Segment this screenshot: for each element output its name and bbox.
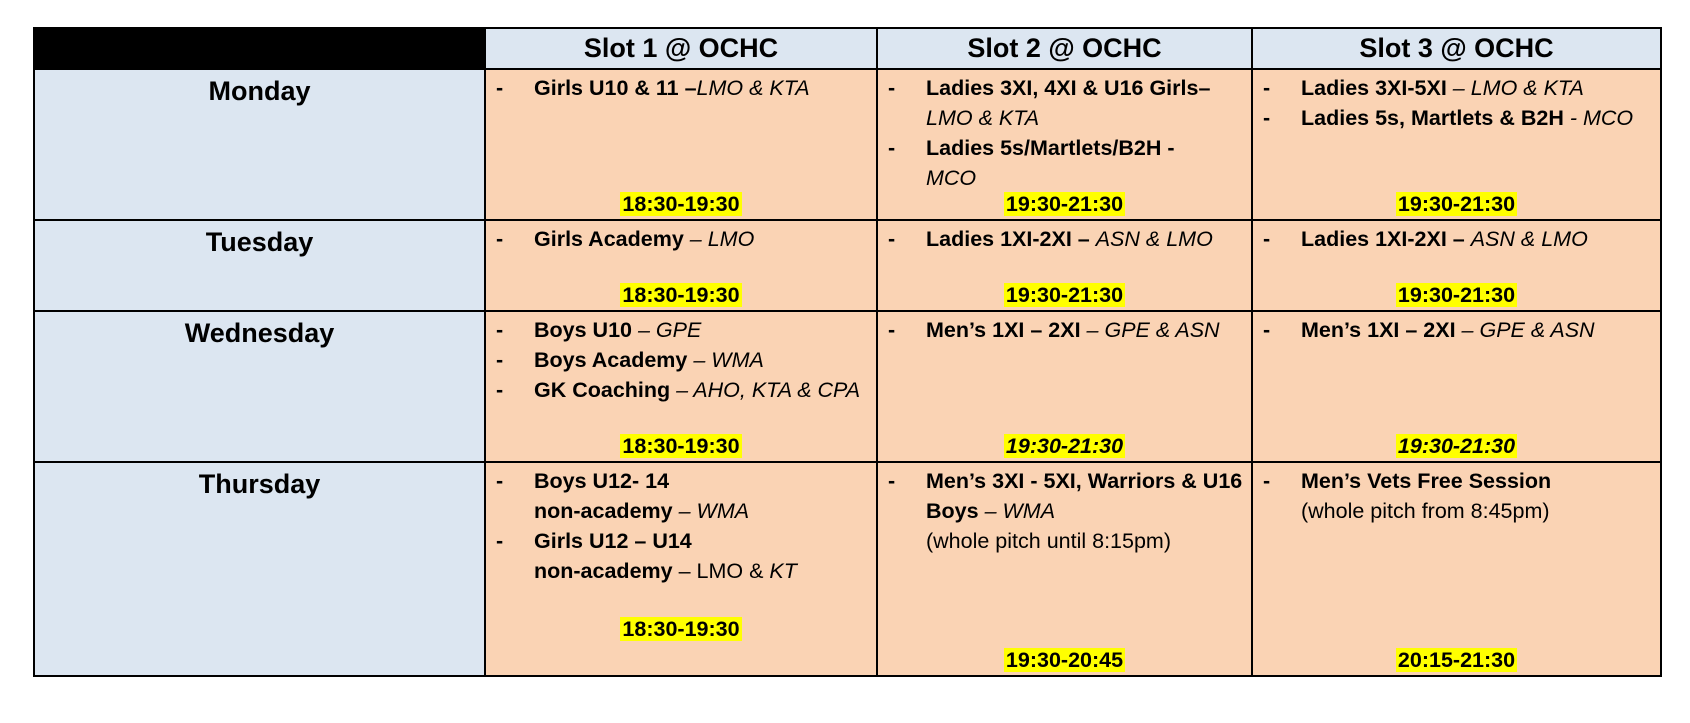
list-item: - Boys Academy – WMA [486,345,876,375]
list-item: - Men’s 3XI - 5XI, Warriors & U16 Boys – WMA (whole pitch until 8:15pm) [878,466,1251,556]
monday-slot2 [877,69,1252,220]
monday-slot3 [1252,69,1661,220]
wednesday-slot1 [485,311,877,462]
list-item: - Ladies 5s/Martlets/B2H - MCO [878,133,1251,193]
tuesday-slot3 [1252,220,1661,311]
wednesday-slot2 [877,311,1252,462]
slot3-header: Slot 3 @ OCHC [1252,28,1661,69]
list-item: - Girls Academy – LMO [486,224,876,254]
list-item: - Girls U12 – U14 non-academy – LMO & KT [486,526,876,586]
slot1-header: Slot 1 @ OCHC [485,28,877,69]
day-label-tuesday: Tuesday [34,220,485,311]
thursday-slot2 [877,462,1252,676]
list-item: - Men’s Vets Free Session (whole pitch from 8:45pm) [1253,466,1660,526]
list-item: - Ladies 1XI-2XI – ASN & LMO [1253,224,1660,254]
thursday-row [34,462,1661,676]
list-item: - Ladies 3XI, 4XI & U16 Girls– LMO & KTA [878,73,1251,133]
time-badge: 19:30-21:30 [1397,434,1516,458]
tuesday-row [34,220,1661,311]
time-badge: 18:30-19:30 [622,434,740,458]
time-badge: 19:30-21:30 [1397,283,1516,307]
time-badge: 18:30-19:30 [622,192,740,216]
monday-row [34,69,1661,220]
list-item: - Girls U10 & 11 –LMO & KTA [486,73,876,103]
training-schedule-table [33,27,1662,677]
day-label-monday: Monday [34,69,485,220]
time-badge: 20:15-21:30 [1397,648,1516,672]
day-label-wednesday: Wednesday [34,311,485,462]
time-badge: 19:30-21:30 [1005,283,1124,307]
day-label-thursday: Thursday [34,462,485,676]
monday-slot1 [485,69,877,220]
slot2-header: Slot 2 @ OCHC [877,28,1252,69]
list-item: - Ladies 1XI-2XI – ASN & LMO [878,224,1251,254]
time-badge: 19:30-21:30 [1005,434,1124,458]
wednesday-row [34,311,1661,462]
thursday-slot3 [1252,462,1661,676]
thursday-slot1 [485,462,877,676]
time-badge: 18:30-19:30 [622,617,740,641]
time-badge: 19:30-20:45 [1005,648,1124,672]
list-item: - Men’s 1XI – 2XI – GPE & ASN [1253,315,1660,345]
corner-cell [34,28,485,69]
time-badge: 19:30-21:30 [1005,192,1124,216]
time-badge: 18:30-19:30 [622,283,740,307]
wednesday-slot3 [1252,311,1661,462]
list-item: - Ladies 3XI-5XI – LMO & KTA [1253,73,1660,103]
list-item: - GK Coaching – AHO, KTA & CPA [486,375,876,405]
tuesday-slot2 [877,220,1252,311]
list-item: - Ladies 5s, Martlets & B2H - MCO [1253,103,1660,133]
header-row [34,28,1661,69]
list-item: - Men’s 1XI – 2XI – GPE & ASN [878,315,1251,345]
list-item: - Boys U10 – GPE [486,315,876,345]
list-item: - Boys U12- 14 non-academy – WMA [486,466,876,526]
time-badge: 19:30-21:30 [1397,192,1516,216]
tuesday-slot1 [485,220,877,311]
